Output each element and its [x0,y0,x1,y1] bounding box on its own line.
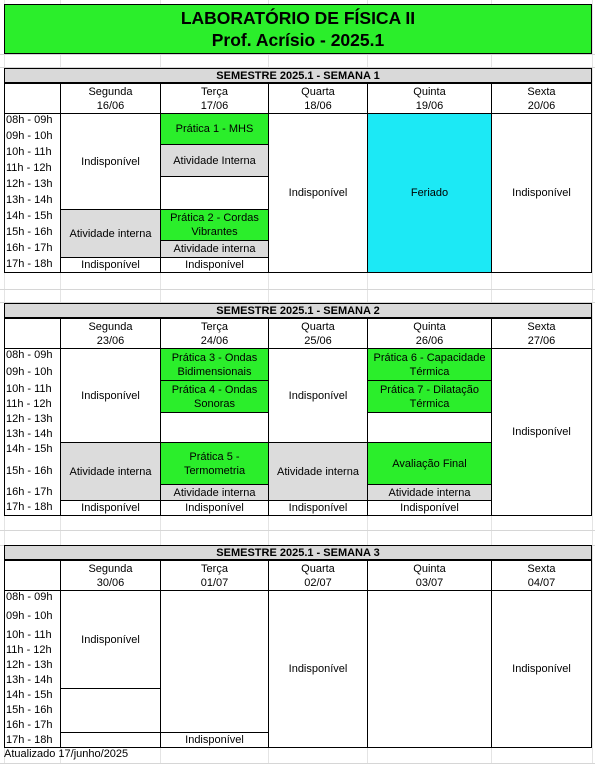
day-name: Segunda [88,562,133,575]
slot-unavailable: Indisponível [160,500,269,516]
time-slot: 16h - 17h [6,486,53,498]
slot-internal-activity: Atividade interna [160,240,269,258]
day-header-wednesday [268,318,368,349]
day-header-friday [491,83,592,114]
slot-holiday: Feriado [367,113,492,273]
time-slot: 16h - 17h [6,242,53,254]
time-slot: 15h - 16h [6,226,53,238]
slot-unavailable: Indisponível [491,113,592,273]
day-header-tuesday [160,83,269,114]
time-slot: 10h - 11h [6,146,52,158]
time-header-cell [4,83,61,114]
slot-empty [160,412,269,443]
slot-unavailable: Indisponível [491,348,592,516]
time-slot: 08h - 09h [6,591,53,603]
slot-internal-activity: Atividade interna [367,484,492,501]
day-date: 23/06 [96,334,125,347]
day-header-monday [60,318,161,349]
time-slot: 12h - 13h [6,178,53,190]
time-slot: 10h - 11h [6,629,52,641]
time-slot: 10h - 11h [6,383,52,395]
time-slot: 14h - 15h [6,443,53,455]
day-header-tuesday [160,318,269,349]
day-name: Sexta [527,85,556,98]
time-slot: 08h - 09h [6,114,53,126]
week-title: SEMESTRE 2025.1 - SEMANA 2 [4,303,592,318]
slot-unavailable: Indisponível [268,500,368,516]
time-slot: 11h - 12h [6,398,52,410]
header-line2: Prof. Acrísio - 2025.1 [211,30,385,50]
time-slot: 13h - 14h [6,428,53,440]
day-date: 04/07 [527,576,556,589]
time-slot: 15h - 16h [6,704,53,716]
day-header-friday [491,318,592,349]
day-header-thursday [367,83,492,114]
day-date: 17/06 [200,99,229,112]
time-slot: 17h - 18h [6,501,53,513]
day-date: 30/06 [96,576,125,589]
day-date: 03/07 [415,576,444,589]
day-name: Quinta [413,85,446,98]
time-slot: 13h - 14h [6,194,53,206]
slot-internal-activity: Atividade Interna [160,144,269,177]
slot-pratica-1: Prática 1 - MHS [160,113,269,145]
slot-internal-activity: Atividade interna [160,484,269,501]
day-date: 19/06 [415,99,444,112]
day-header-friday [491,560,592,591]
day-name: Terça [201,85,228,98]
slot-pratica-6: Prática 6 - Capacidade Térmica [367,348,492,381]
slot-empty [60,688,161,733]
slot-final-exam: Avaliação Final [367,442,492,485]
slot-pratica-2: Prática 2 - Cordas Vibrantes [160,209,269,241]
slot-pratica-5: Prática 5 - Termometria [160,442,269,485]
day-name: Quinta [413,562,446,575]
day-name: Segunda [88,320,133,333]
day-header-thursday [367,318,492,349]
time-slot: 17h - 18h [6,258,53,270]
day-name: Segunda [88,85,133,98]
header-title [4,4,592,54]
slot-unavailable: Indisponível [60,500,161,516]
time-slot: 11h - 12h [6,644,52,656]
day-header-monday [60,560,161,591]
day-name: Quarta [301,562,335,575]
day-header-wednesday [268,83,368,114]
last-updated-note: Atualizado 17/junho/2025 [4,748,129,760]
slot-empty [367,590,492,748]
slot-pratica-7: Prática 7 - Dilatação Térmica [367,380,492,413]
time-slot: 13h - 14h [6,674,53,686]
time-slot: 17h - 18h [6,734,53,746]
time-slot: 09h - 10h [6,366,53,378]
time-slot: 12h - 13h [6,413,53,425]
slot-unavailable: Indisponível [268,590,368,748]
day-name: Quarta [301,85,335,98]
header-line1: LABORATÓRIO DE FÍSICA II [180,8,416,28]
slot-unavailable: Indisponível [160,257,269,273]
day-date: 01/07 [200,576,229,589]
slot-internal-activity: Atividade interna [60,442,161,501]
slot-unavailable: Indisponível [367,500,492,516]
time-slot: 14h - 15h [6,689,53,701]
time-header-cell [4,318,61,349]
slot-unavailable: Indisponível [268,113,368,273]
day-date: 27/06 [527,334,556,347]
time-header-cell [4,560,61,591]
time-slot: 15h - 16h [6,465,53,477]
time-slot: 09h - 10h [6,610,53,622]
slot-unavailable: Indisponível [160,732,269,748]
slot-empty [367,412,492,443]
day-name: Terça [201,320,228,333]
day-date: 20/06 [527,99,556,112]
slot-pratica-3: Prática 3 - Ondas Bidimensionais [160,348,269,381]
week-title: SEMESTRE 2025.1 - SEMANA 1 [4,68,592,83]
slot-empty [160,176,269,210]
day-date: 18/06 [304,99,332,112]
day-name: Quinta [413,320,446,333]
time-slot: 08h - 09h [6,349,53,361]
slot-pratica-4: Prática 4 - Ondas Sonoras [160,380,269,413]
day-date: 25/06 [304,334,332,347]
slot-empty [60,732,161,748]
slot-unavailable: Indisponível [60,113,161,210]
time-slot: 14h - 15h [6,210,53,222]
day-date: 24/06 [200,334,229,347]
slot-unavailable: Indisponível [60,590,161,689]
slot-unavailable: Indisponível [491,590,592,748]
day-date: 26/06 [415,334,444,347]
day-header-wednesday [268,560,368,591]
slot-empty [160,590,269,733]
slot-unavailable: Indisponível [60,348,161,443]
day-name: Sexta [527,320,556,333]
slot-internal-activity: Atividade interna [60,209,161,258]
time-slot: 11h - 12h [6,162,52,174]
week-title: SEMESTRE 2025.1 - SEMANA 3 [4,545,592,560]
time-slot: 12h - 13h [6,659,53,671]
day-header-monday [60,83,161,114]
slot-internal-activity: Atividade interna [268,442,368,501]
day-header-tuesday [160,560,269,591]
day-header-thursday [367,560,492,591]
day-name: Terça [201,562,228,575]
time-slot: 16h - 17h [6,719,53,731]
day-date: 02/07 [304,576,332,589]
time-slot: 09h - 10h [6,130,53,142]
slot-unavailable: Indisponível [268,348,368,443]
day-name: Quarta [301,320,335,333]
slot-unavailable: Indisponível [60,257,161,273]
day-date: 16/06 [96,99,125,112]
day-name: Sexta [527,562,556,575]
